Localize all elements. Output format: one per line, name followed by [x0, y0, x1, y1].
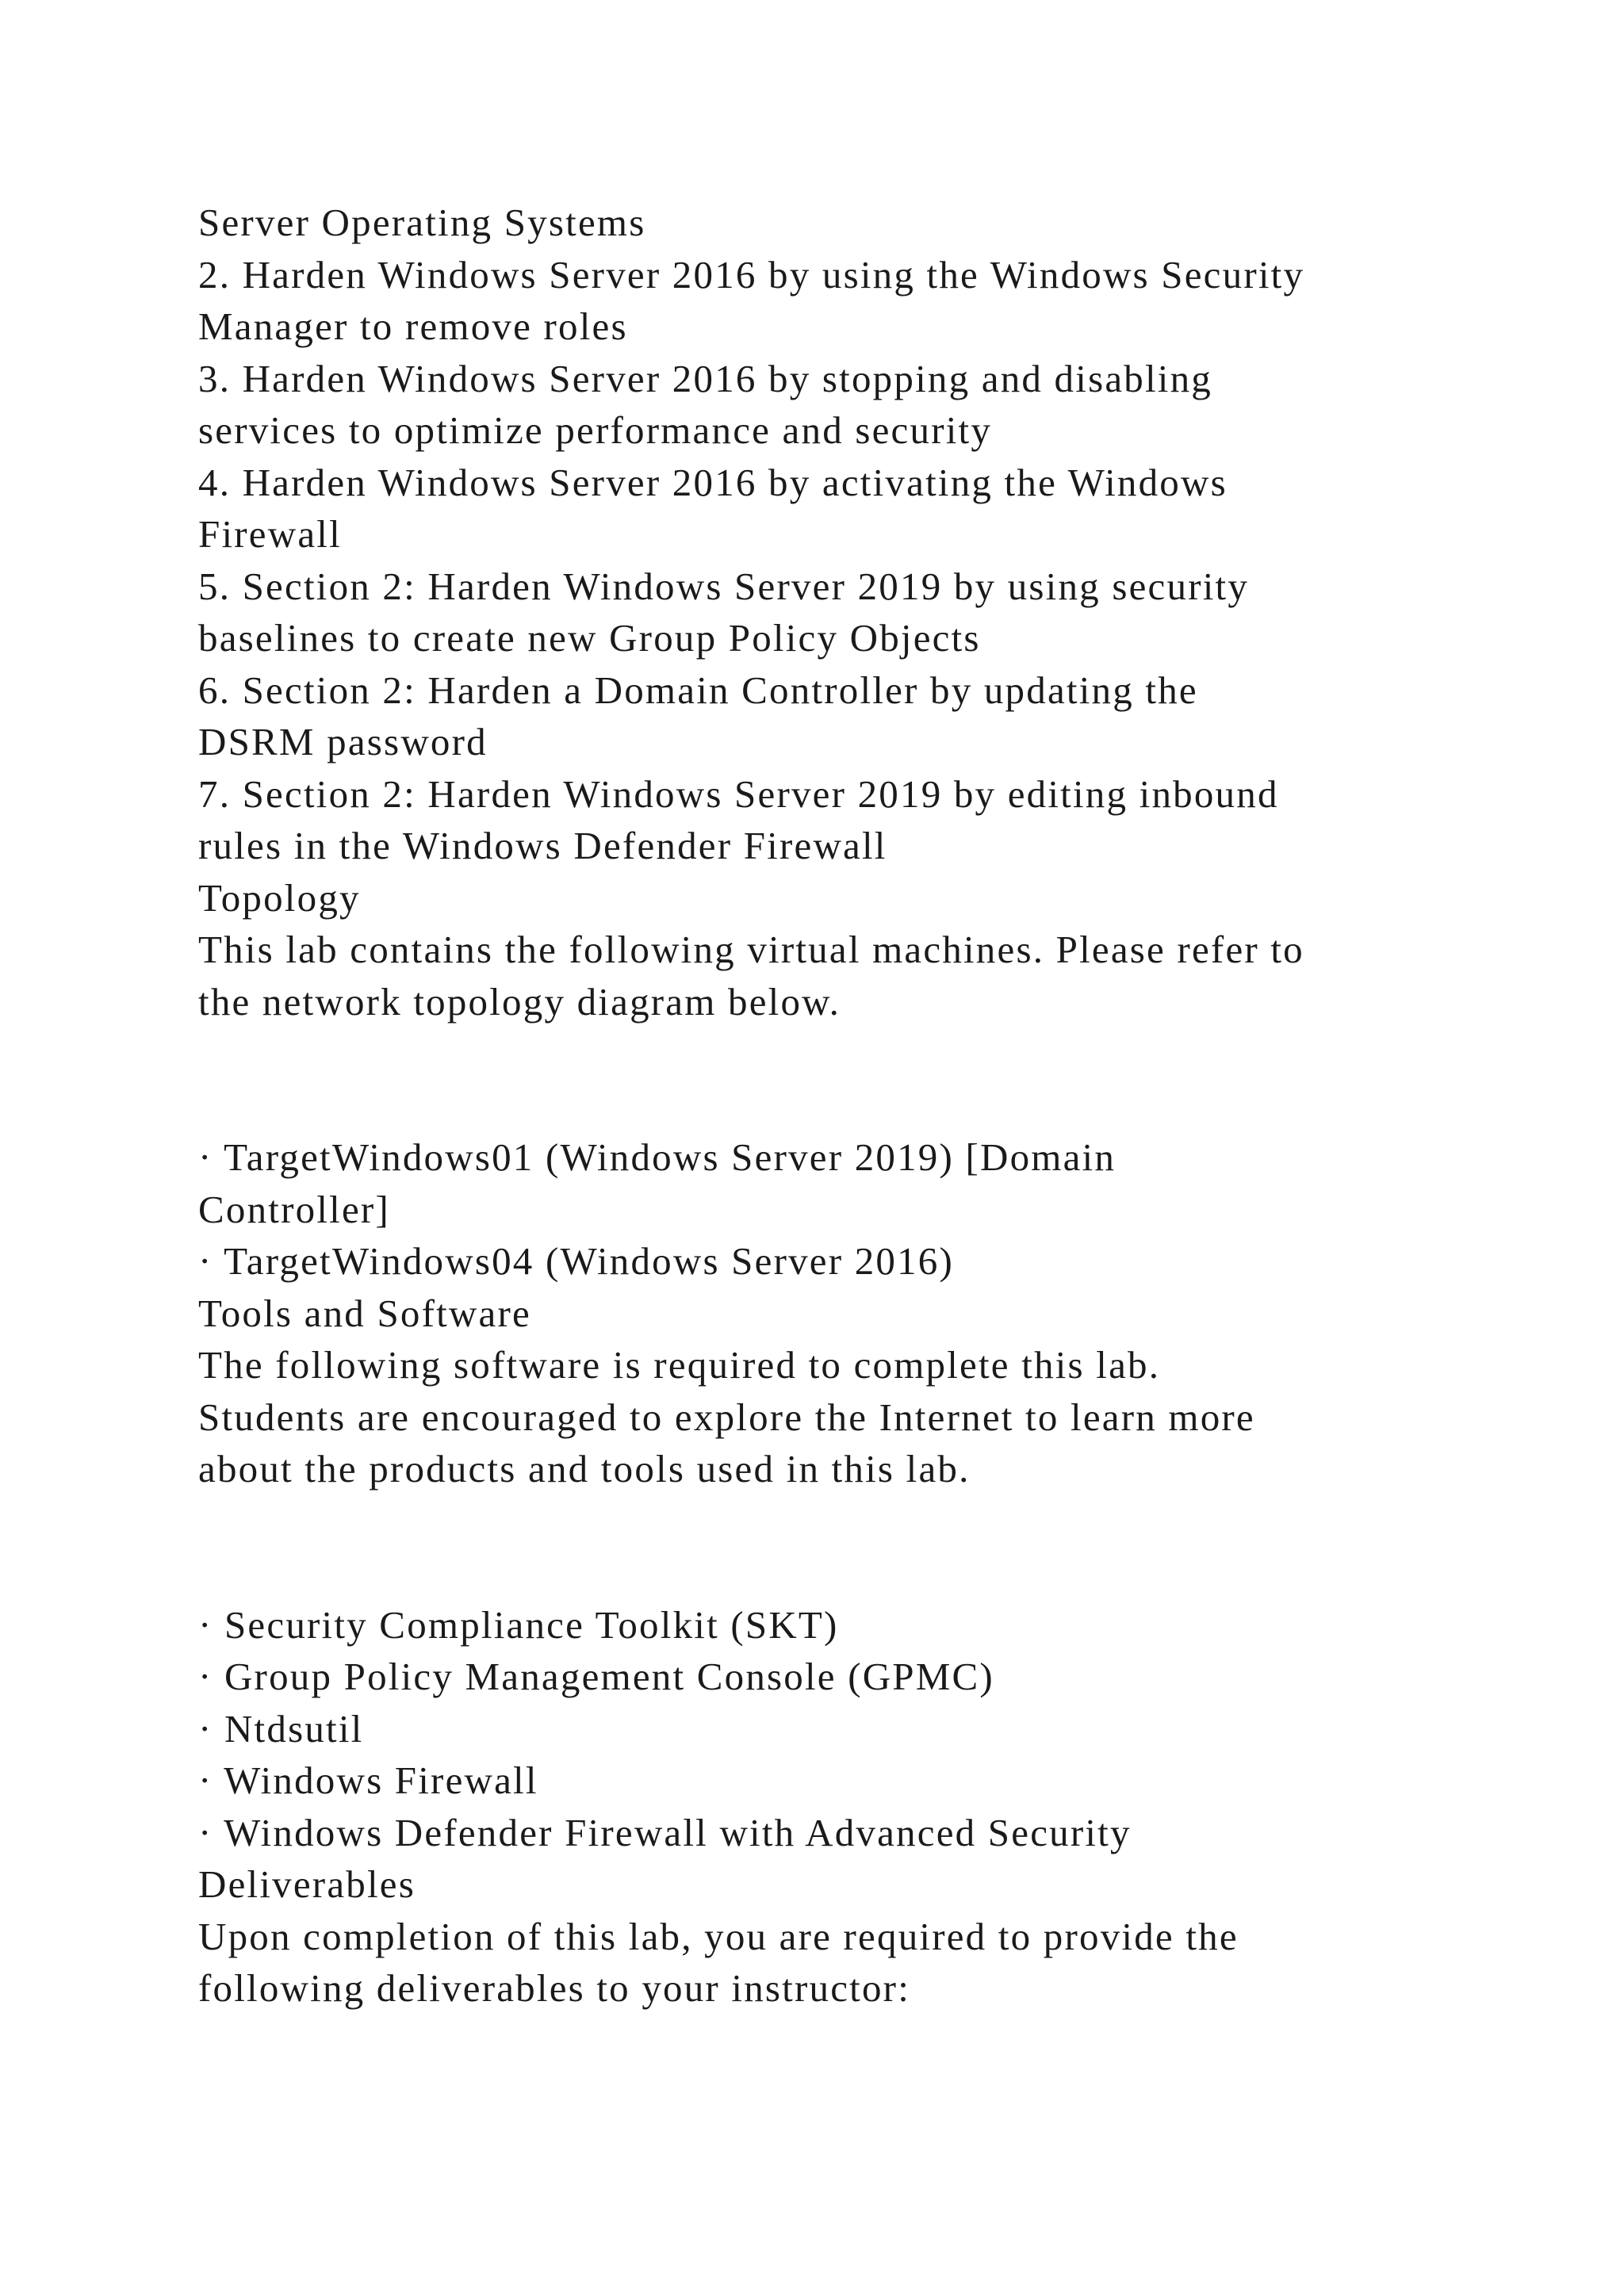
intro-heading: Server Operating Systems: [198, 201, 646, 244]
objective-7-line-2: rules in the Windows Defender Firewall: [198, 824, 887, 867]
objective-4-line-1: 4. Harden Windows Server 2016 by activating the Windows: [198, 460, 1228, 504]
objective-4-line-2: Firewall: [198, 512, 342, 556]
spacer: [198, 1027, 1515, 1131]
tool-item: · Ntdsutil: [198, 1706, 364, 1751]
tool-item: · Windows Defender Firewall with Advanced Security: [198, 1810, 1132, 1854]
machine-item-1-line-2: Controller]: [198, 1187, 390, 1231]
topology-heading: Topology: [198, 875, 361, 920]
tools-heading: Tools and Software: [198, 1291, 531, 1335]
document-page: [198, 197, 1515, 2015]
tool-item: · Windows Firewall: [198, 1758, 538, 1802]
objective-5-line-1: 5. Section 2: Harden Windows Server 2019 by using security: [198, 564, 1250, 608]
topology-text-line-2: the network topology diagram below.: [198, 979, 841, 1024]
tools-text-line-3: about the products and tools used in this lab.: [198, 1447, 971, 1490]
objective-5-line-2: baselines to create new Group Policy Objects: [198, 616, 981, 660]
deliverables-text-line-1: Upon completion of this lab, you are required to provide the: [198, 1914, 1239, 1958]
objective-7-line-1: 7. Section 2: Harden Windows Server 2019 by editing inbound: [198, 771, 1279, 816]
objectives-list: [198, 249, 1515, 872]
tool-item: · Group Policy Management Console (GPMC): [198, 1655, 994, 1698]
deliverables-text-line-2: following deliverables to your instructor:: [198, 1966, 911, 2010]
objective-2-line-2: Manager to remove roles: [198, 304, 628, 348]
machine-item-1-line-1: · TargetWindows01 (Windows Server 2019) [Domain: [198, 1135, 1116, 1179]
machine-item-2: · TargetWindows04 (Windows Server 2016): [198, 1239, 955, 1283]
spacer: [198, 1495, 1515, 1599]
objective-3-line-2: services to optimize performance and security: [198, 408, 993, 452]
deliverables-heading: Deliverables: [198, 1862, 416, 1906]
tools-text-line-2: Students are encouraged to explore the Internet to learn more: [198, 1395, 1255, 1439]
machines-list: [198, 1131, 1515, 1288]
objective-6-line-1: 6. Section 2: Harden a Domain Controller by updating the: [198, 668, 1198, 712]
tools-text-line-1: The following software is required to complete this lab.: [198, 1343, 1161, 1387]
objective-6-line-2: DSRM password: [198, 720, 488, 763]
tool-item: · Security Compliance Toolkit (SKT): [198, 1602, 839, 1647]
objective-3-line-1: 3. Harden Windows Server 2016 by stopping and disabling: [198, 356, 1213, 400]
topology-text-line-1: This lab contains the following virtual machines. Please refer to: [198, 928, 1304, 971]
objective-2-line-1: 2. Harden Windows Server 2016 by using the Windows Security: [198, 252, 1305, 297]
tools-list: [198, 1599, 1515, 1859]
